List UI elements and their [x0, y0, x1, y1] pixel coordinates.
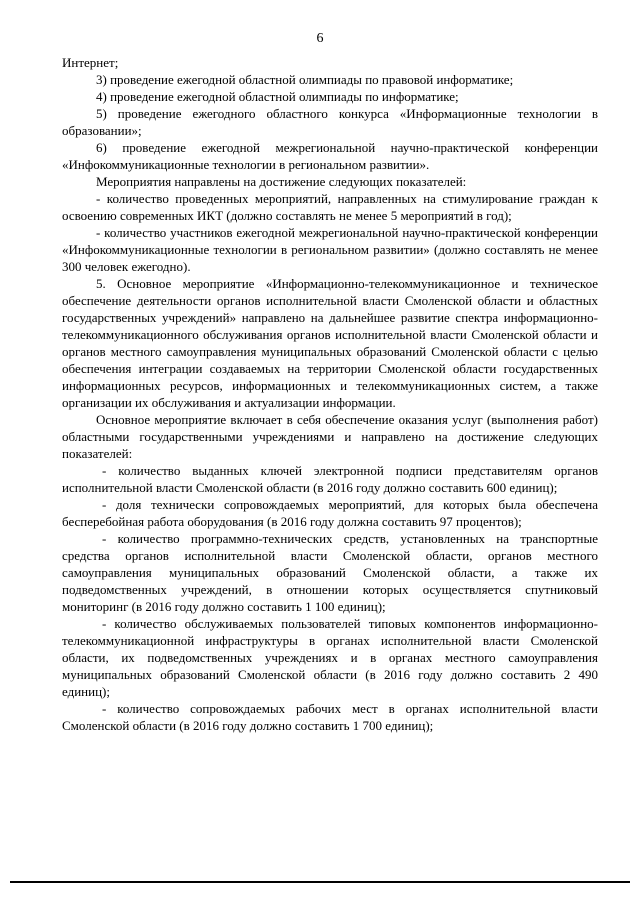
indicator-events-count: - количество проведенных мероприятий, направленных на стимулирование граждан к освоению современных ИКТ (должно составлять не менее 5 мероприятий в год);	[62, 191, 598, 223]
paragraph-continuation: Интернет;	[62, 55, 119, 70]
indicator-conference-participants: - количество участников ежегодной межрегиональной научно-практической конференции «Инфокоммуникационные технологии в региональном развитии» (должно составлять не менее 300 человек ежегодно).	[62, 225, 598, 274]
indicators-intro: Мероприятия направлены на достижение следующих показателей:	[96, 174, 467, 189]
indicator-workstations: - количество сопровождаемых рабочих мест в органах исполнительной власти Смоленской области (в 2016 году должно составить 1 700 единиц);	[62, 701, 598, 733]
main-activity-description: Основное мероприятие включает в себя обеспечение оказания услуг (выполнения работ) областными государственными учреждениями и направлено на достижение следующих показателей:	[62, 412, 598, 461]
indicator-signature-keys: - количество выданных ключей электронной подписи представителям органов исполнительной власти Смоленской области (в 2016 году должно составить 600 единиц);	[62, 463, 598, 495]
list-item-6: 6) проведение ежегодной межрегиональной научно-практической конференции «Инфокоммуникационные технологии в региональном развитии».	[62, 140, 598, 172]
list-item-5: 5) проведение ежегодного областного конкурса «Информационные технологии в образовании»;	[62, 106, 598, 138]
indicator-satellite-monitoring: - количество программно-технических средств, установленных на транспортные средства органов исполнительной власти Смоленской области, органов местного самоуправления муниципальных образований Смоленской области, а также их подведомственных учреждений, в отношении которых осуществляется спутниковый мониторинг (в 2016 году должно составить 1 100 единиц);	[62, 531, 598, 614]
indicator-infrastructure-users: - количество обслуживаемых пользователей типовых компонентов информационно-телекоммуникационной инфраструктуры в органах исполнительной власти Смоленской области, их подведомственных учреждениях и в органах местного самоуправления муниципальных образований Смоленской области (в 2016 году должно составить 2 490 единиц);	[62, 616, 598, 699]
footer-divider	[10, 881, 630, 883]
list-item-3: 3) проведение ежегодной областной олимпиады по правовой информатике;	[96, 72, 514, 87]
document-body	[62, 54, 598, 734]
page-number: 6	[316, 31, 324, 46]
list-item-4: 4) проведение ежегодной областной олимпиады по информатике;	[96, 89, 459, 104]
main-activity-5: 5. Основное мероприятие «Информационно-телекоммуникационное и техническое обеспечение деятельности органов исполнительной власти Смоленской области и областных государственных учреждений» направлено на дальнейшее развитие спектра информационно-телекоммуникационного обслуживания органов исполнительной власти Смоленской области и органов местного самоуправления муниципальных образований Смоленской области с целью обеспечения интеграции создаваемых на территории Смоленской области государственных информационных ресурсов, информационных и телекоммуникационных систем, а также организации их обслуживания и актуализации информации.	[62, 276, 598, 410]
indicator-equipment-uptime: - доля технически сопровождаемых мероприятий, для которых была обеспечена бесперебойная работа оборудования (в 2016 году должна составить 97 процентов);	[62, 497, 598, 529]
